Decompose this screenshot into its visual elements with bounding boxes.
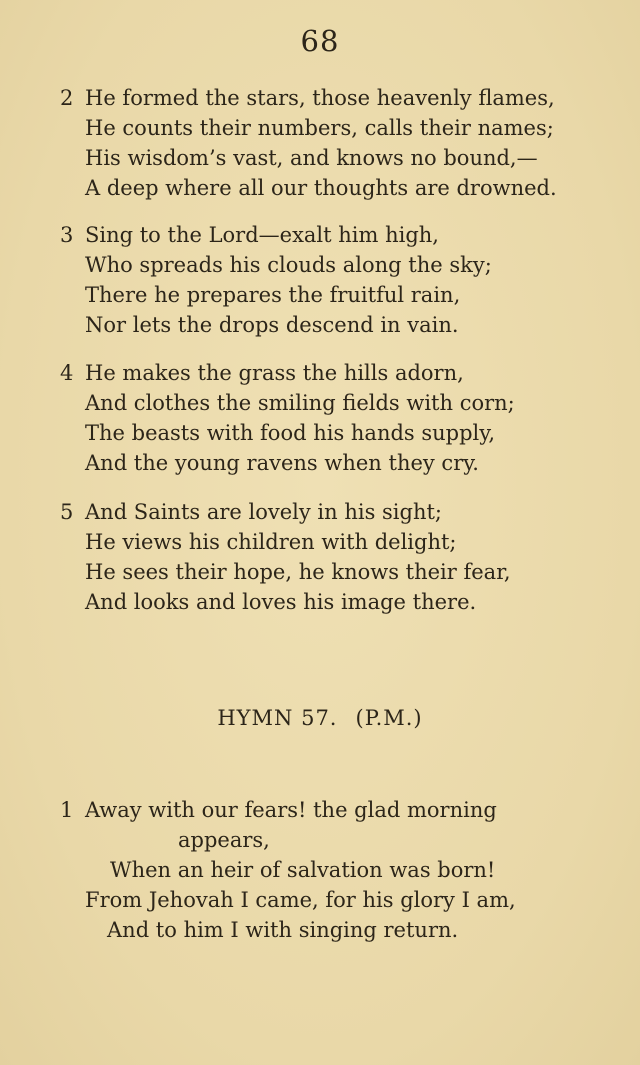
stanza-line: 5 And Saints are lovely in his sight;	[60, 497, 620, 527]
stanza-2	[60, 83, 620, 203]
page-number: 68	[300, 24, 340, 58]
hymn-number: HYMN 57.	[217, 706, 338, 730]
stanza-line-continuation: appears,	[178, 828, 270, 852]
stanza-line: There he prepares the fruitful rain,	[85, 283, 461, 307]
stanza-5	[60, 497, 620, 617]
stanza-number: 2	[60, 86, 74, 110]
stanza-number: 3	[60, 223, 74, 247]
hymn-57-stanza-1	[60, 795, 620, 945]
stanza-number: 5	[60, 500, 74, 524]
stanza-line: He views his children with delight;	[85, 530, 457, 554]
stanza-line: And to him I with singing return.	[107, 918, 459, 942]
stanza-line: He counts their numbers, calls their names;	[85, 116, 554, 140]
stanza-line: And clothes the smiling fields with corn;	[85, 391, 515, 415]
stanza-line: His wisdom’s vast, and knows no bound,—	[85, 146, 538, 170]
stanza-line: From Jehovah I came, for his glory I am,	[85, 888, 516, 912]
stanza-3	[60, 220, 620, 340]
stanza-line: 1 Away with our fears! the glad morning	[60, 795, 620, 825]
stanza-line: And the young ravens when they cry.	[85, 451, 479, 475]
stanza-line: And looks and loves his image there.	[85, 590, 477, 614]
stanza-4	[60, 358, 620, 478]
stanza-line: 2 He formed the stars, those heavenly flames,	[60, 83, 620, 113]
stanza-number: 4	[60, 361, 74, 385]
hymn-title	[0, 706, 640, 730]
stanza-line: He sees their hope, he knows their fear,	[85, 560, 511, 584]
stanza-number: 1	[60, 798, 74, 822]
stanza-line: Nor lets the drops descend in vain.	[85, 313, 459, 337]
stanza-line: 3 Sing to the Lord—exalt him high,	[60, 220, 620, 250]
stanza-line: Who spreads his clouds along the sky;	[85, 253, 492, 277]
hymn-meter: (P.M.)	[355, 706, 423, 730]
stanza-line: When an heir of salvation was born!	[110, 858, 496, 882]
stanza-line: The beasts with food his hands supply,	[85, 421, 496, 445]
stanza-line: A deep where all our thoughts are drowned.	[85, 176, 557, 200]
stanza-line: 4 He makes the grass the hills adorn,	[60, 358, 620, 388]
